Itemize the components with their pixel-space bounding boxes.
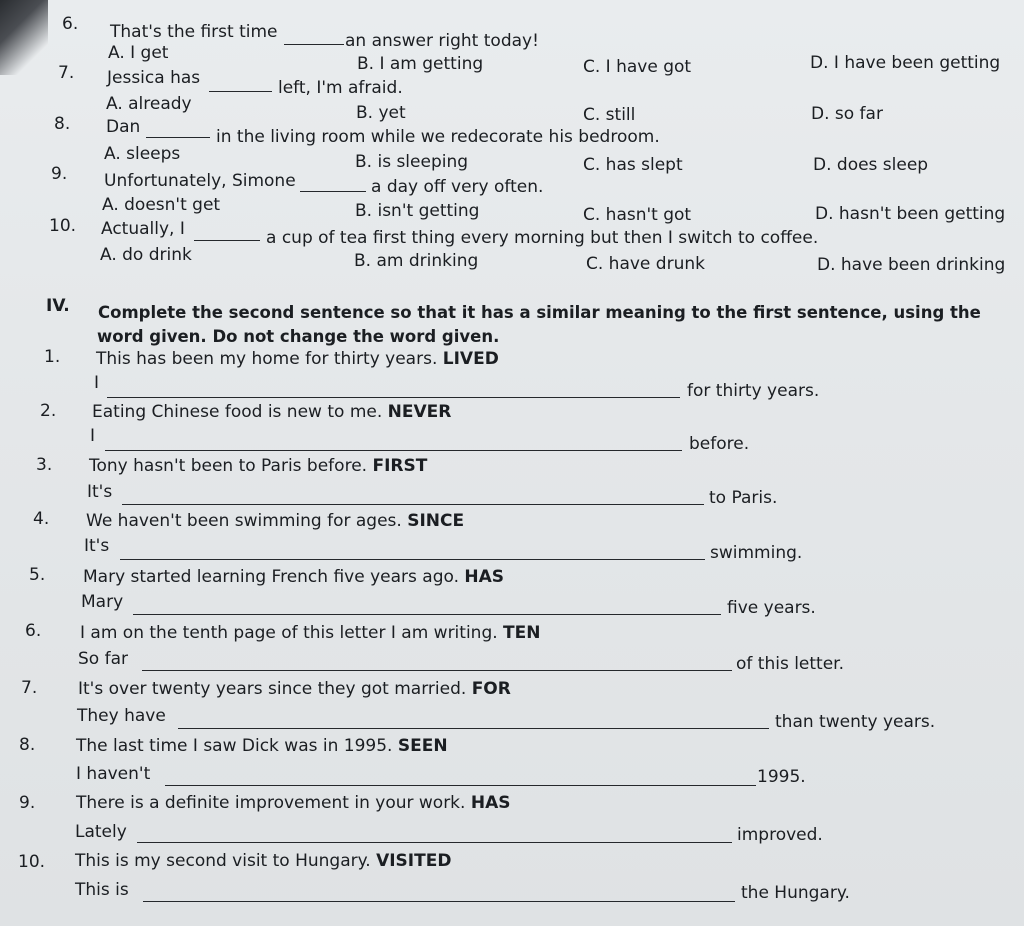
rw-start: I: [94, 373, 100, 393]
rw-start: They have: [77, 706, 166, 726]
rw-end: the Hungary.: [741, 883, 850, 903]
mc-question-start: Unfortunately, Simone: [104, 171, 296, 191]
rw-end: of this letter.: [736, 654, 845, 674]
answer-line[interactable]: [122, 504, 704, 505]
option-d[interactable]: D. I have been getting: [810, 53, 1001, 73]
rw-end: to Paris.: [709, 488, 778, 508]
option-c[interactable]: C. has slept: [583, 155, 683, 175]
rw-sentence-text: The last time I saw Dick was in 1995.: [76, 736, 393, 756]
answer-line[interactable]: [165, 785, 756, 786]
option-c[interactable]: C. I have got: [583, 57, 692, 77]
mc-question-start: Actually, I: [101, 219, 185, 239]
mc-number: 10.: [49, 216, 77, 236]
rw-number: 3.: [36, 455, 53, 475]
rw-start: Mary: [81, 592, 124, 612]
rw-sentence-text: This is my second visit to Hungary.: [75, 851, 371, 871]
key-word: LIVED: [442, 349, 499, 369]
key-word: HAS: [464, 567, 505, 587]
rw-sentence: [92, 402, 451, 422]
rw-sentence: [83, 567, 504, 587]
rw-sentence-text: We haven't been swimming for ages.: [86, 511, 402, 531]
rw-start: It's: [84, 536, 110, 556]
rw-sentence: [75, 851, 451, 871]
rw-sentence-text: There is a definite improvement in your work.: [76, 793, 466, 813]
option-c[interactable]: C. hasn't got: [583, 205, 692, 225]
key-word: VISITED: [376, 851, 452, 871]
option-d[interactable]: D. does sleep: [813, 155, 929, 175]
mc-question-end: an answer right today!: [345, 31, 539, 51]
answer-blank[interactable]: [300, 191, 366, 192]
rw-sentence-text: I am on the tenth page of this letter I am writing.: [80, 623, 498, 643]
key-word: NEVER: [387, 402, 452, 422]
option-a[interactable]: A. doesn't get: [102, 195, 221, 215]
rw-sentence: [86, 511, 464, 531]
rw-number: 1.: [44, 347, 61, 367]
rw-sentence-text: This has been my home for thirty years.: [96, 349, 438, 369]
answer-line[interactable]: [143, 901, 735, 902]
page-shadow: [0, 0, 48, 75]
option-d[interactable]: D. hasn't been getting: [815, 204, 1006, 224]
answer-line[interactable]: [105, 450, 682, 451]
mc-number: 9.: [51, 164, 68, 184]
rw-end: than twenty years.: [775, 712, 936, 732]
answer-line[interactable]: [142, 670, 732, 671]
rw-end: for thirty years.: [687, 381, 820, 401]
mc-question-end: in the living room while we redecorate his bedroom.: [216, 127, 660, 147]
answer-line[interactable]: [133, 614, 721, 615]
key-word: FOR: [471, 679, 511, 699]
rw-start: I: [90, 426, 96, 446]
key-word: TEN: [503, 623, 541, 643]
rw-start: I haven't: [76, 764, 151, 784]
answer-blank[interactable]: [209, 91, 272, 92]
rw-sentence: [78, 679, 511, 699]
option-b[interactable]: B. am drinking: [354, 251, 479, 271]
option-b[interactable]: B. I am getting: [357, 54, 484, 74]
mc-question-start: That's the first time: [110, 22, 278, 42]
mc-question-end: a day off very often.: [371, 177, 544, 197]
rw-sentence-text: Eating Chinese food is new to me.: [92, 402, 383, 422]
rw-number: 10.: [18, 852, 46, 872]
section-instruction-line2: word given. Do not change the word given.: [97, 327, 500, 346]
option-d[interactable]: D. have been drinking: [817, 255, 1006, 275]
mc-number: 7.: [58, 63, 75, 83]
rw-number: 8.: [19, 735, 36, 755]
key-word: FIRST: [372, 456, 428, 476]
rw-start: Lately: [75, 822, 127, 842]
rw-number: 7.: [21, 678, 38, 698]
rw-number: 2.: [40, 401, 57, 421]
section-number: IV.: [46, 296, 70, 316]
option-b[interactable]: B. yet: [356, 103, 406, 123]
key-word: HAS: [470, 793, 511, 813]
rw-number: 5.: [29, 565, 46, 585]
rw-end: swimming.: [710, 543, 803, 563]
option-a[interactable]: A. do drink: [100, 245, 192, 265]
answer-blank[interactable]: [146, 137, 210, 138]
option-c[interactable]: C. have drunk: [586, 254, 705, 274]
option-a[interactable]: A. I get: [108, 43, 169, 63]
rw-number: 9.: [19, 793, 36, 813]
rw-sentence-text: Mary started learning French five years ago.: [83, 567, 459, 587]
rw-sentence: [96, 349, 499, 369]
option-a[interactable]: A. sleeps: [104, 144, 181, 164]
rw-number: 6.: [25, 621, 42, 641]
answer-blank[interactable]: [284, 44, 344, 45]
option-c[interactable]: C. still: [583, 105, 636, 125]
rw-sentence: [89, 456, 427, 476]
rw-sentence-text: It's over twenty years since they got married.: [78, 679, 467, 699]
answer-line[interactable]: [107, 397, 680, 398]
rw-start: So far: [78, 649, 128, 669]
rw-start: This is: [75, 880, 129, 900]
rw-end: before.: [689, 434, 750, 454]
answer-line[interactable]: [178, 728, 769, 729]
rw-end: improved.: [737, 825, 823, 845]
option-a[interactable]: A. already: [106, 94, 192, 114]
rw-start: It's: [87, 482, 113, 502]
option-b[interactable]: B. isn't getting: [355, 201, 480, 221]
mc-question-start: Jessica has: [107, 68, 201, 88]
rw-number: 4.: [33, 509, 50, 529]
key-word: SINCE: [407, 511, 465, 531]
rw-sentence: [76, 793, 510, 813]
rw-end: five years.: [727, 598, 816, 618]
mc-question-start: Dan: [106, 117, 141, 137]
mc-number: 6.: [62, 14, 79, 34]
option-d[interactable]: D. so far: [811, 104, 883, 124]
answer-blank[interactable]: [194, 240, 260, 241]
answer-line[interactable]: [120, 559, 705, 560]
option-b[interactable]: B. is sleeping: [355, 152, 469, 172]
rw-end: 1995.: [757, 767, 806, 787]
mc-number: 8.: [54, 114, 71, 134]
mc-question-end: left, I'm afraid.: [278, 78, 403, 98]
mc-question-end: a cup of tea first thing every morning but then I switch to coffee.: [266, 228, 819, 248]
key-word: SEEN: [397, 736, 448, 756]
section-instruction-line1: Complete the second sentence so that it has a similar meaning to the first sentence, using the: [98, 303, 981, 322]
answer-line[interactable]: [137, 842, 732, 843]
rw-sentence: [76, 736, 448, 756]
rw-sentence-text: Tony hasn't been to Paris before.: [89, 456, 368, 476]
rw-sentence: [80, 623, 540, 643]
